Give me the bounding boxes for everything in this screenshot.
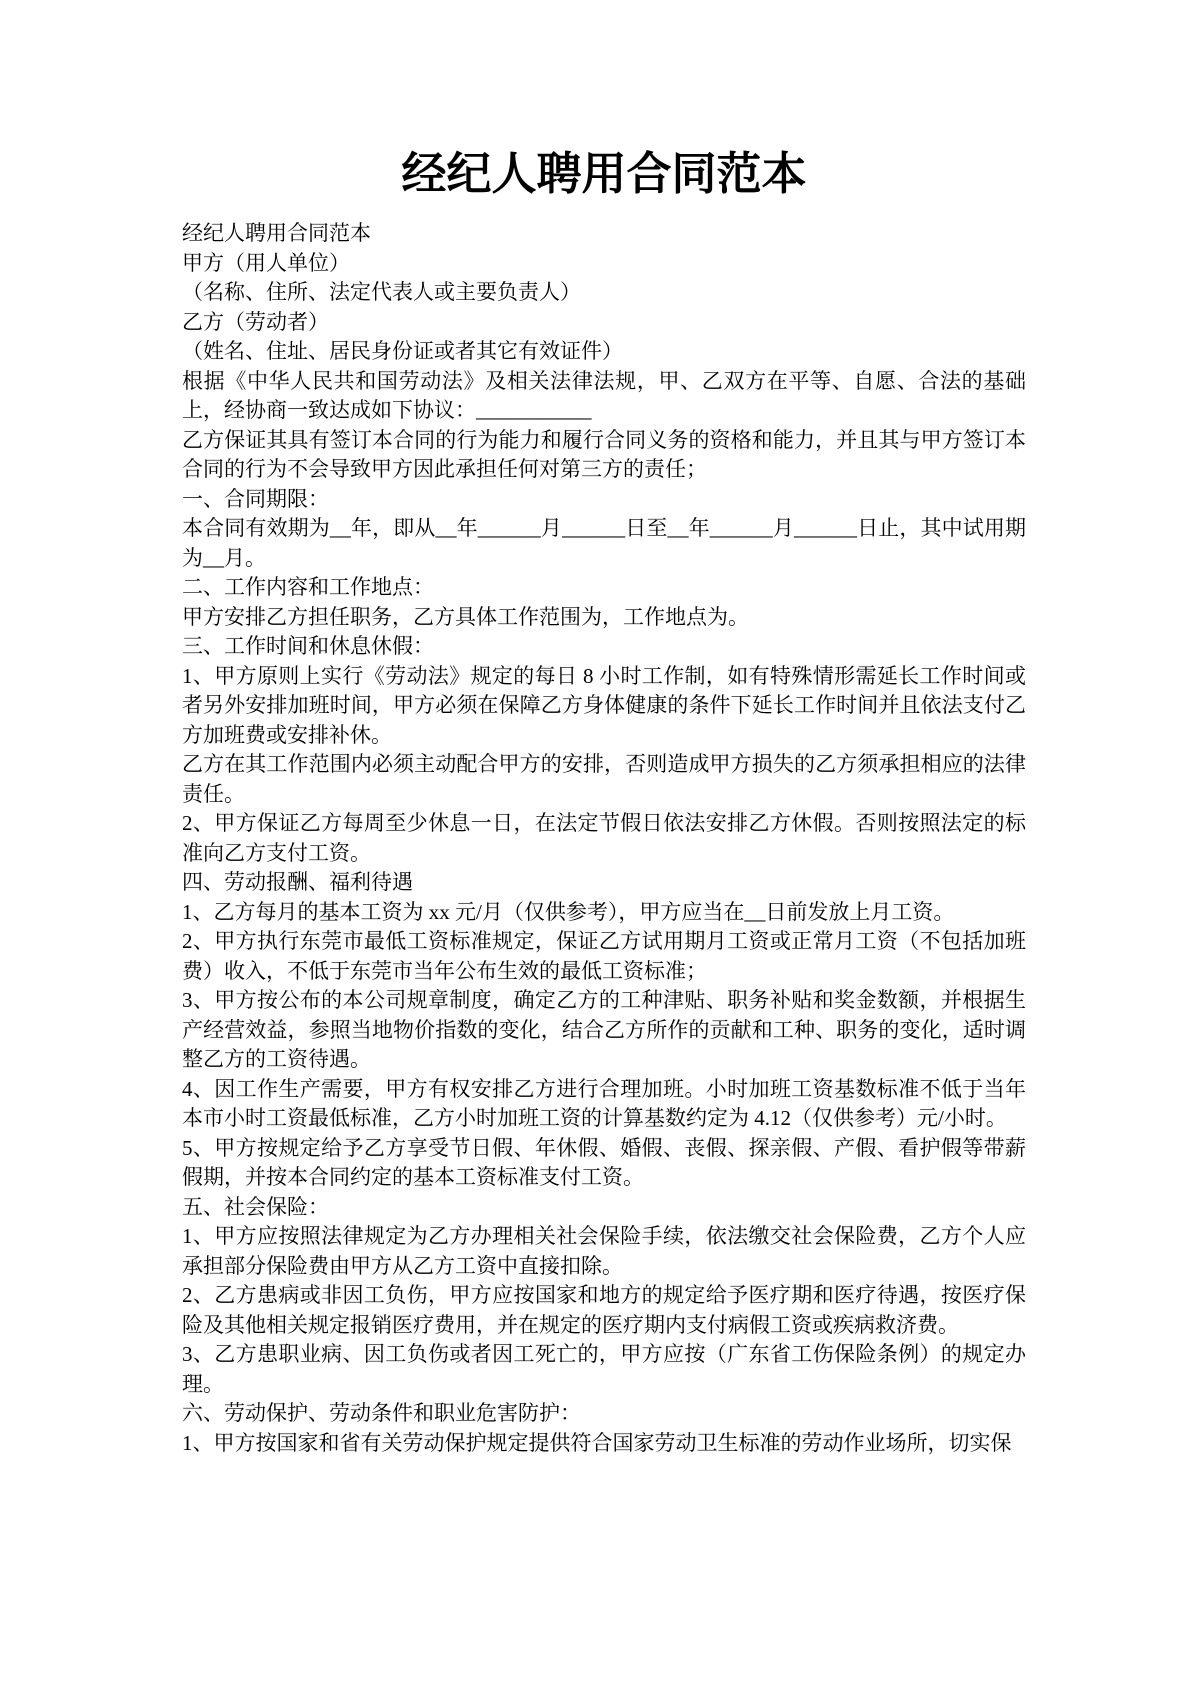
- paragraph: 1、甲方应按照法律规定为乙方办理相关社会保险手续，依法缴交社会保险费，乙方个人应承担部分保险费由甲方从乙方工资中直接扣除。: [182, 1224, 1026, 1278]
- paragraph: 4、因工作生产需要，甲方有权安排乙方进行合理加班。小时加班工资基数标准不低于当年本市小时工资最低标准，乙方小时加班工资的计算基数约定为 4.12（仅供参考）元/小时。: [182, 1076, 1026, 1131]
- paragraph: 2、甲方执行东莞市最低工资标准规定，保证乙方试用期月工资或正常月工资（不包括加班费）收入，不低于东莞市当年公布生效的最低工资标准；: [182, 929, 1026, 983]
- paragraph: 2、乙方患病或非因工负伤，甲方应按国家和地方的规定给予医疗期和医疗待遇，按医疗保险及其他相关规定报销医疗费用，并在规定的医疗期内支付病假工资或疾病救济费。: [182, 1283, 1026, 1337]
- paragraph: 2、甲方保证乙方每周至少休息一日，在法定节假日依法安排乙方休假。否则按照法定的标准向乙方支付工资。: [182, 811, 1026, 865]
- paragraph: 3、甲方按公布的本公司规章制度，确定乙方的工种津贴、职务补贴和奖金数额，并根据生产经营效益，参照当地物价指数的变化，结合乙方所作的贡献和工种、职务的变化，适时调整乙方的工资待遇。: [182, 988, 1026, 1072]
- paragraph: 甲方安排乙方担任职务，乙方具体工作范围为，工作地点为。: [182, 604, 749, 629]
- paragraph: 3、乙方患职业病、因工负伤或者因工死亡的，甲方应按（广东省工伤保险条例）的规定办理。: [182, 1342, 1026, 1396]
- paragraph: 五、社会保险：: [182, 1194, 329, 1219]
- paragraph: 一、合同期限：: [182, 486, 329, 511]
- paragraph: 1、甲方按国家和省有关劳动保护规定提供符合国家劳动卫生标准的劳动作业场所，切实保: [182, 1430, 1012, 1455]
- document-title: 经纪人聘用合同范本: [401, 149, 807, 199]
- paragraph: 甲方（用人单位）: [182, 250, 350, 275]
- paragraph: 5、甲方按规定给予乙方享受节日假、年休假、婚假、丧假、探亲假、产假、看护假等带薪假期，并按本合同约定的基本工资标准支付工资。: [182, 1135, 1026, 1190]
- paragraph: 乙方保证其具有签订本合同的行为能力和履行合同义务的资格和能力，并且其与甲方签订本合同的行为不会导致甲方因此承担任何对第三方的责任；: [182, 427, 1026, 482]
- paragraph: 四、劳动报酬、福利待遇: [182, 870, 413, 895]
- contract-document: [182, 148, 1026, 1458]
- paragraph: 根据《中华人民共和国劳动法》及相关法律法规，甲、乙双方在平等、自愿、合法的基础上，经协商一致达成如下协议：___________: [182, 368, 1026, 423]
- document-body: [182, 219, 1026, 1458]
- paragraph: 本合同有效期为__年，即从__年______月______日至__年______月______日止，其中试用期为__月。: [182, 516, 1026, 570]
- paragraph: 乙方在其工作范围内必须主动配合甲方的安排，否则造成甲方损失的乙方须承担相应的法律责任。: [182, 752, 1026, 806]
- paragraph: （名称、住所、法定代表人或主要负责人）: [182, 280, 581, 305]
- paragraph: 二、工作内容和工作地点：: [182, 575, 434, 600]
- paragraph: 乙方（劳动者）: [182, 309, 329, 334]
- paragraph: 三、工作时间和休息休假：: [182, 634, 434, 659]
- paragraph: 1、甲方原则上实行《劳动法》规定的每日 8 小时工作制，如有特殊情形需延长工作时间或者另外安排加班时间，甲方必须在保障乙方身体健康的条件下延长工作时间并且依法支付乙方加班费或安排补休。: [182, 663, 1026, 747]
- paragraph: 六、劳动保护、劳动条件和职业危害防护：: [182, 1401, 581, 1426]
- paragraph: 经纪人聘用合同范本: [182, 221, 371, 246]
- paragraph: 1、乙方每月的基本工资为 xx 元/月（仅供参考），甲方应当在__日前发放上月工资。: [182, 899, 955, 924]
- paragraph: （姓名、住址、居民身份证或者其它有效证件）: [182, 339, 623, 364]
